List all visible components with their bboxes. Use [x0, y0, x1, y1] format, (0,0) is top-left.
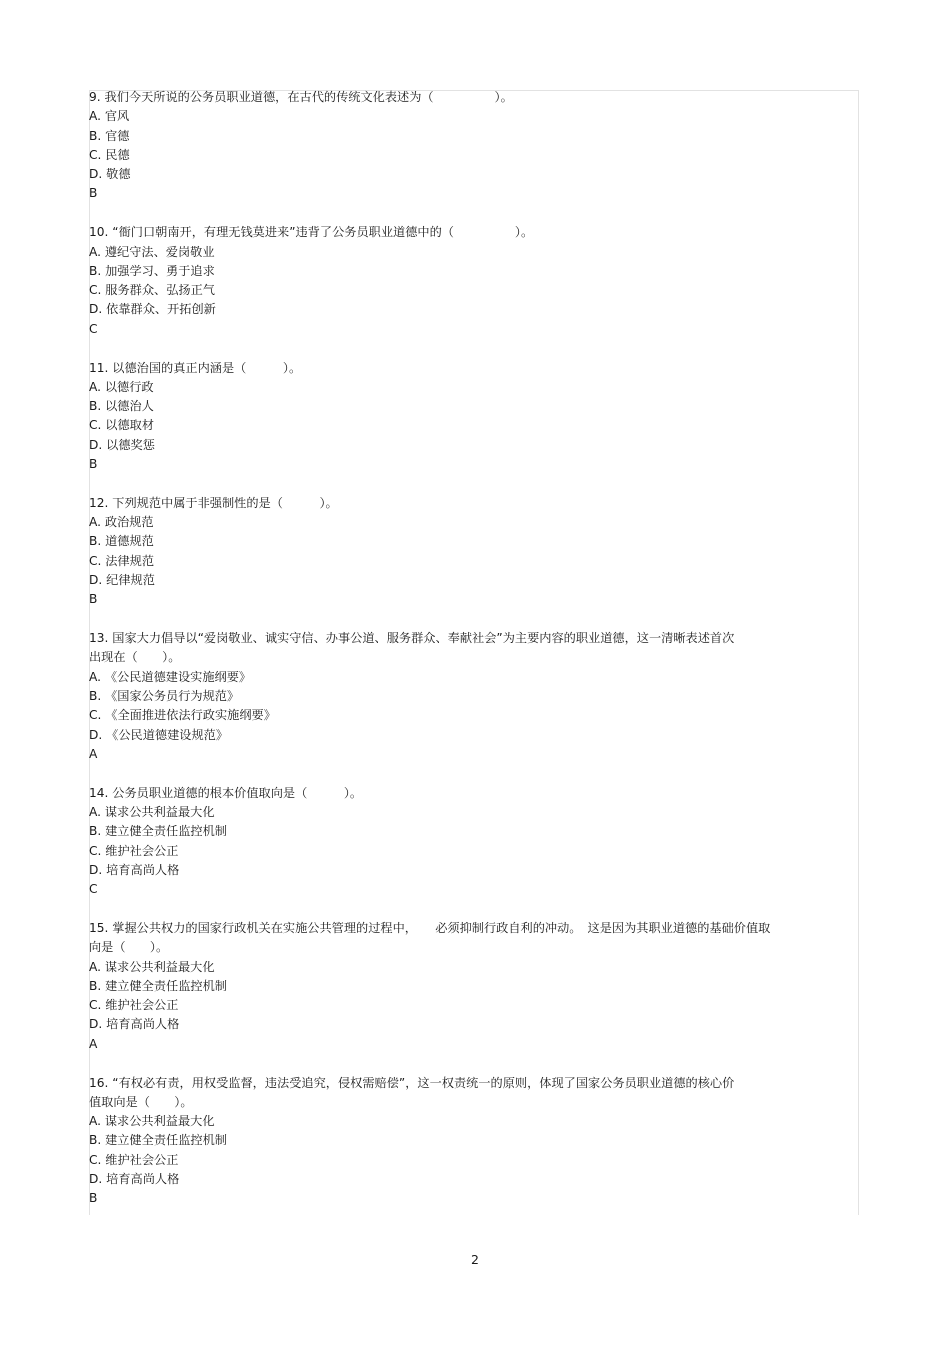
- question-stem: 值取向是（ ）。: [89, 1094, 193, 1109]
- answer-option: B. 加强学习、勇于追求: [89, 263, 215, 278]
- question-stem: 15. 掌握公共权力的国家行政机关在实施公共管理的过程中， 必须抑制行政自利的冲动。 这是因为其职业道德的基础价值取: [89, 920, 771, 935]
- correct-answer: A: [89, 746, 98, 761]
- question-stem: 13. 国家大力倡导以“爱岗敬业、诚实守信、办事公道、服务群众、奉献社会”为主要内容的职业道德，这一清晰表述首次: [89, 631, 735, 646]
- answer-option: C. 服务群众、弘扬正气: [89, 283, 215, 298]
- answer-option: B. 道德规范: [89, 534, 154, 549]
- correct-answer: C: [89, 882, 98, 897]
- answer-option: A. 谋求公共利益最大化: [89, 959, 215, 974]
- answer-option: A. 官风: [89, 109, 130, 124]
- answer-option: A. 谋求公共利益最大化: [89, 1114, 215, 1129]
- answer-option: D. 培育高尚人格: [89, 1172, 180, 1187]
- answer-option: B. 建立健全责任监控机制: [89, 1133, 227, 1148]
- answer-option: A. 遵纪守法、爱岗敬业: [89, 244, 215, 259]
- question-block: [89, 494, 849, 610]
- answer-option: D. 纪律规范: [89, 573, 155, 588]
- answer-option: B. 《国家公务员行为规范》: [89, 689, 240, 704]
- answer-option: B. 建立健全责任监控机制: [89, 824, 227, 839]
- question-stem: 16. “有权必有责，用权受监督，违法受追究，侵权需赔偿”，这一权责统一的原则，体现了国家公务员职业道德的核心价: [89, 1075, 735, 1090]
- correct-answer: B: [89, 457, 98, 472]
- answer-option: B. 官德: [89, 128, 130, 143]
- answer-option: C. 以德取材: [89, 418, 155, 433]
- answer-option: C. 《全面推进依法行政实施纲要》: [89, 708, 276, 723]
- question-block: [89, 784, 849, 900]
- question-block: [89, 1074, 849, 1209]
- question-stem: 11. 以德治国的真正内涵是（ ）。: [89, 360, 302, 375]
- correct-answer: A: [89, 1036, 98, 1051]
- correct-answer: B: [89, 592, 98, 607]
- answer-option: D. 《公民道德建设规范》: [89, 727, 229, 742]
- answer-option: A. 《公民道德建设实施纲要》: [89, 669, 252, 684]
- answer-option: C. 维护社会公正: [89, 843, 179, 858]
- question-stem: 12. 下列规范中属于非强制性的是（ ）。: [89, 495, 338, 510]
- correct-answer: C: [89, 321, 98, 336]
- answer-option: A. 以德行政: [89, 379, 154, 394]
- answer-option: C. 维护社会公正: [89, 1152, 179, 1167]
- answer-option: A. 谋求公共利益最大化: [89, 805, 215, 819]
- page-number: 2: [471, 1252, 479, 1267]
- answer-option: B. 建立健全责任监控机制: [89, 978, 227, 993]
- answer-option: D. 敬德: [89, 167, 131, 182]
- question-stem: 向是（ ）。: [89, 940, 169, 955]
- question-stem: 9. 我们今天所说的公务员职业道德，在古代的传统文化表述为（ ）。: [89, 90, 513, 104]
- answer-option: D. 以德奖惩: [89, 437, 155, 452]
- question-block: [89, 629, 849, 764]
- answer-option: D. 培育高尚人格: [89, 862, 180, 877]
- question-block: [89, 223, 849, 339]
- question-block: [89, 88, 849, 204]
- correct-answer: B: [89, 1191, 98, 1206]
- answer-option: C. 民德: [89, 147, 130, 162]
- answer-option: C. 维护社会公正: [89, 998, 179, 1013]
- answer-option: B. 以德治人: [89, 399, 154, 414]
- answer-option: A. 政治规范: [89, 515, 154, 530]
- question-stem: 14. 公务员职业道德的根本价值取向是（ ）。: [89, 785, 363, 800]
- question-block: [89, 359, 849, 475]
- answer-option: D. 依靠群众、开拓创新: [89, 302, 216, 317]
- answer-option: D. 培育高尚人格: [89, 1017, 180, 1032]
- question-block: [89, 919, 849, 1054]
- answer-option: C. 法律规范: [89, 553, 155, 568]
- question-list: [89, 88, 849, 1209]
- question-stem: 10. “衙门口朝南开，有理无钱莫进来”违背了公务员职业道德中的（ ）。: [89, 225, 534, 240]
- correct-answer: B: [89, 186, 98, 201]
- question-stem: 出现在（ ）。: [89, 650, 181, 665]
